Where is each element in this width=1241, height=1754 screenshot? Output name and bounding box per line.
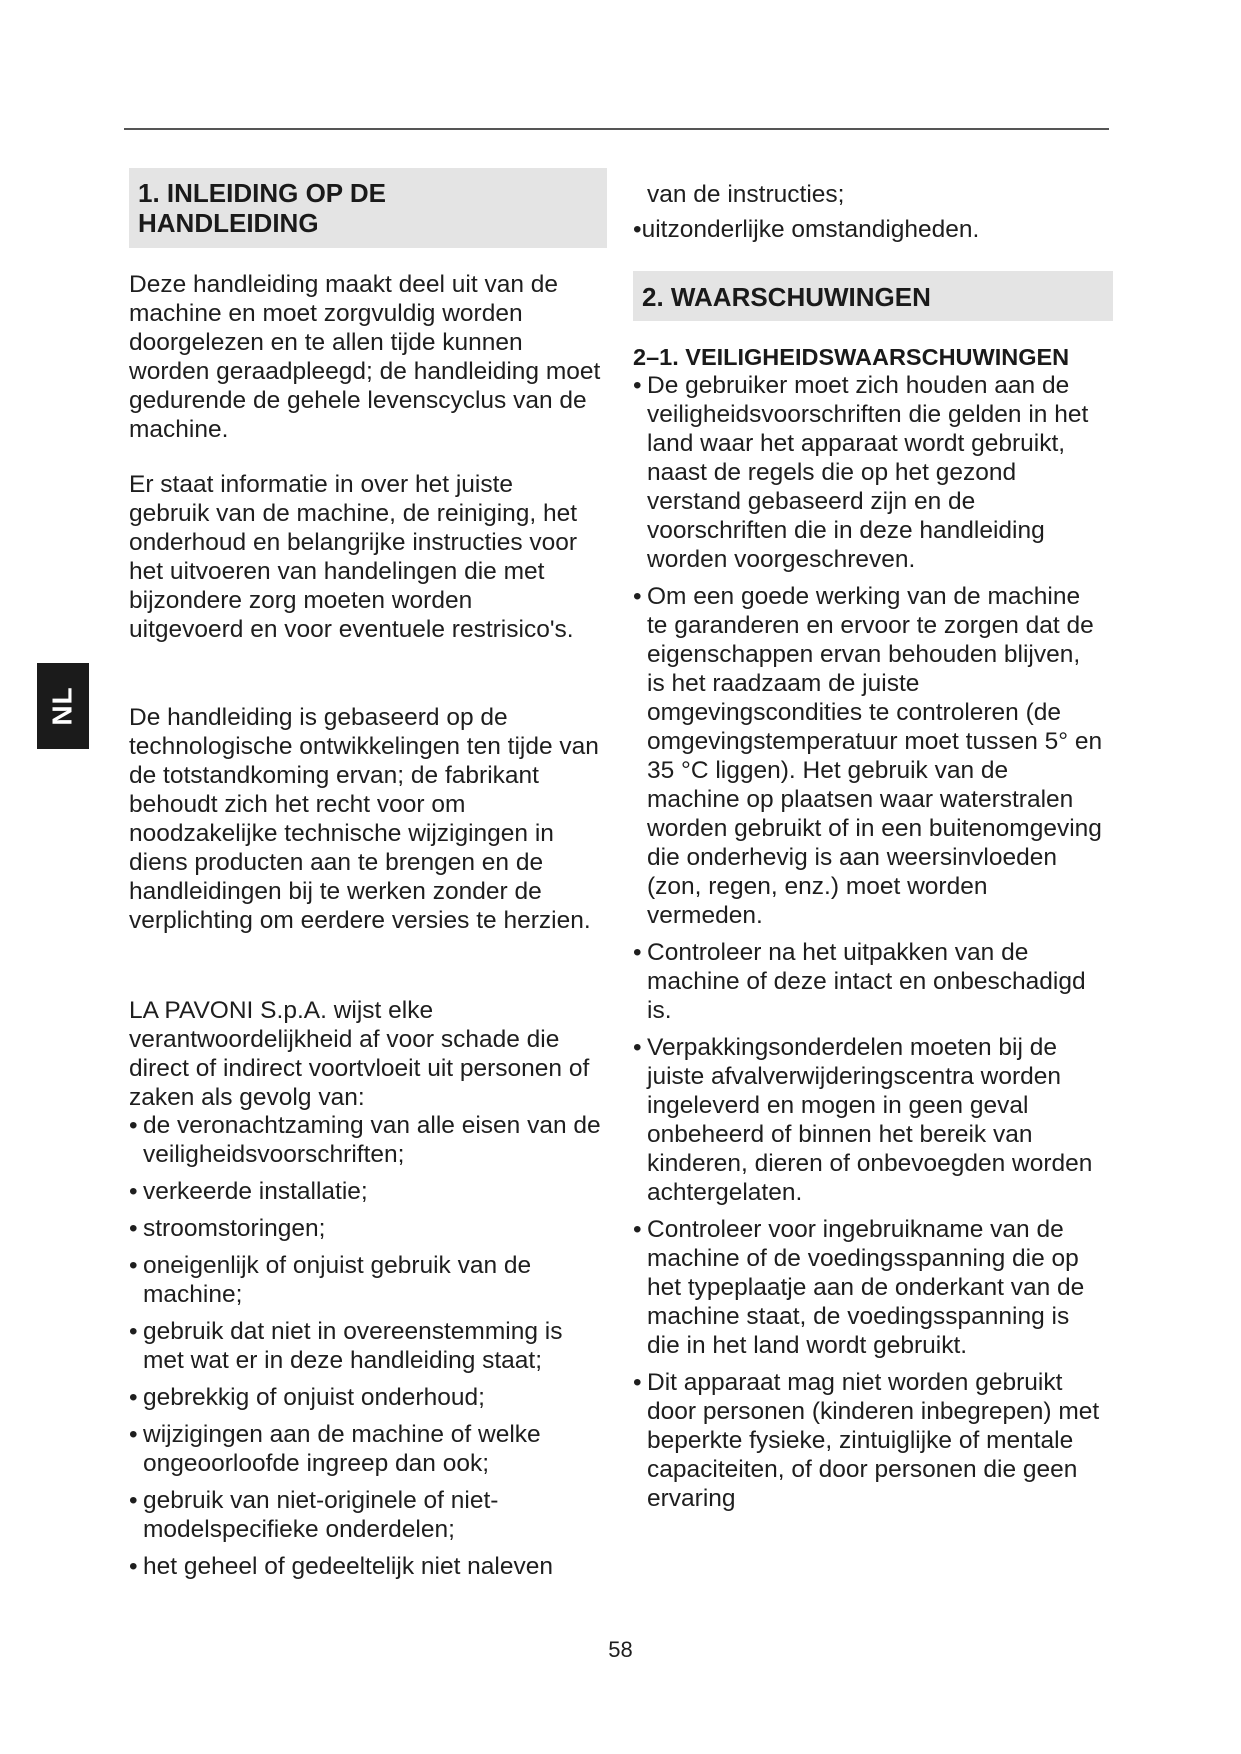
- page-number: 58: [608, 1637, 633, 1662]
- language-tab-label: NL: [46, 686, 78, 726]
- list-item-continued: •uitzonderlijke omstandigheden.: [633, 216, 980, 243]
- list-item: • het geheel of gedeeltelijk niet naleven: [129, 1553, 554, 1580]
- section-2-title: 2. WAARSCHUWINGEN: [642, 282, 931, 312]
- intro-paragraph-1: Deze handleiding maakt deel uit van de machine en moet zorgvuldig worden doorgelezen en te allen tijde kunnen worden geraadpleegd; de handleiding moet gedurende de gehele levenscyclus van de machine.: [129, 271, 601, 443]
- liability-list: [129, 1111, 607, 1581]
- list-item: • stroomstoringen;: [129, 1215, 326, 1242]
- language-tab: [37, 663, 89, 749]
- section-1-title-line2: HANDLEIDING: [138, 208, 319, 238]
- list-item: • gebrekkig of onjuist onderhoud;: [129, 1384, 485, 1411]
- top-rule: [124, 128, 1109, 130]
- intro-paragraph-2: Er staat informatie in over het juiste gebruik van de machine, de reiniging, het onderhoud en belangrijke instructies voor het uitvoeren van handelingen die met bijzondere zorg moeten worden uitgevoerd en voor eventuele restrisico's.: [129, 471, 578, 643]
- intro-paragraph-4: LA PAVONI S.p.A. wijst elke verantwoordelijkheid af voor schade die direct of indirect voortvloeit uit personen of zaken als gevolg van:: [129, 997, 590, 1111]
- list-item: • de veronachtzaming van alle eisen van de veiligheidsvoorschriften;: [129, 1112, 601, 1168]
- list-item: • Controleer voor ingebruikname van de machine of de voedingsspanning die op het typeplaatje aan de onderkant van de machine staat, de voedingsspanning is die in het land wordt gebruikt.: [633, 1216, 1085, 1359]
- list-item: • Controleer na het uitpakken van de machine of deze intact en onbeschadigd is.: [633, 939, 1086, 1024]
- section-1-title-line1: 1. INLEIDING OP DE: [138, 178, 387, 208]
- intro-paragraph-3: De handleiding is gebaseerd op de technologische ontwikkelingen ten tijde van de totstandkoming ervan; de fabrikant behoudt zich het recht voor om noodzakelijke technische wijzigingen in diens producten aan te brengen en de handleidingen bij te werken zonder de verplichting om eerdere versies te herzien.: [129, 704, 599, 934]
- list-item: • oneigenlijk of onjuist gebruik van de machine;: [129, 1252, 532, 1308]
- list-item: • verkeerde installatie;: [129, 1178, 368, 1205]
- list-item: • wijzigingen aan de machine of welke ongeoorloofde ingreep dan ook;: [129, 1421, 541, 1477]
- list-item: • gebruik dat niet in overeenstemming is met wat er in deze handleiding staat;: [129, 1318, 563, 1374]
- list-item: • Om een goede werking van de machine te garanderen en ervoor te zorgen dat de eigenschappen ervan behouden blijven, is het raadzaam de juiste omgevingscondities te controleren (de omgevingstemperatuur moet tussen 5° en 35 °C liggen). Het gebruik van de machine op plaatsen waar waterstralen worden gebruikt of in een buitenomgeving die onderhevig is aan weersinvloeden (zon, regen, enz.) moet worden vermeden.: [633, 583, 1103, 929]
- section-1-heading: [129, 168, 607, 248]
- section-2-1-subheading: 2–1. VEILIGHEIDSWAARSCHUWINGEN: [633, 344, 1070, 370]
- list-item: • De gebruiker moet zich houden aan de veiligheidsvoorschriften die gelden in het land waar het apparaat wordt gebruikt, naast de regels die op het gezond verstand gebaseerd zijn en de voorschriften die in deze handleiding worden voorgeschreven.: [633, 372, 1089, 573]
- warnings-list: [633, 371, 1103, 1513]
- list-item: • gebruik van niet-originele of niet-modelspecifieke onderdelen;: [129, 1487, 499, 1543]
- list-item: • Verpakkingsonderdelen moeten bij de juiste afvalverwijderingscentra worden ingeleverd en mogen in geen geval onbeheerd of binnen het bereik van kinderen, dieren of onbevoegden worden achtergelaten.: [633, 1034, 1093, 1206]
- section-2-heading: [633, 271, 1113, 321]
- list-continuation: van de instructies;: [647, 181, 845, 208]
- list-item: • Dit apparaat mag niet worden gebruikt door personen (kinderen inbegrepen) met beperkte fysieke, zintuiglijke of mentale capaciteiten, of door personen die geen ervaring: [633, 1369, 1100, 1512]
